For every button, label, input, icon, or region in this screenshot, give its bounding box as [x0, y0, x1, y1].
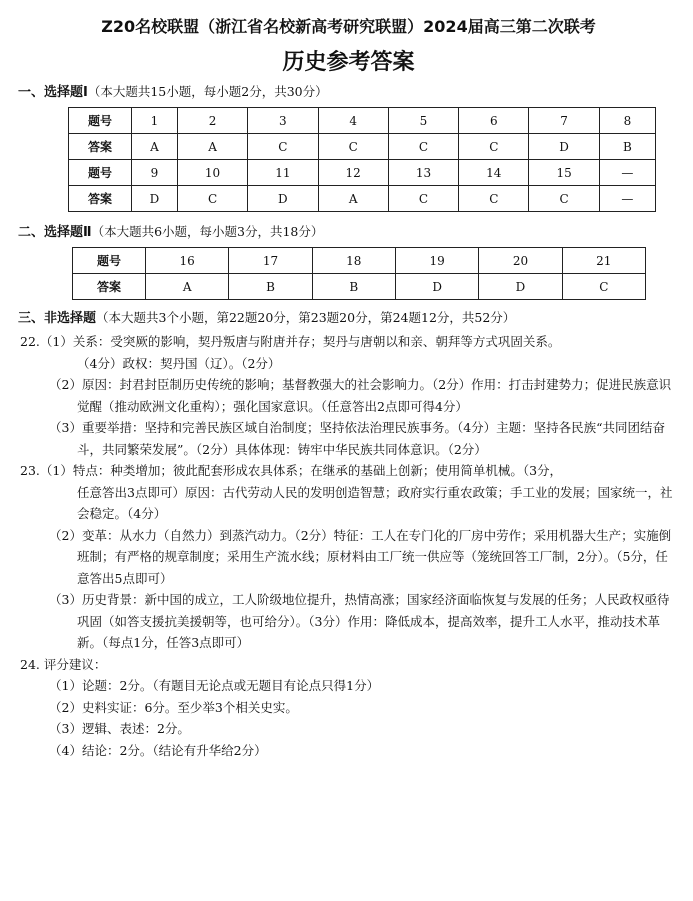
table-cell: 20 [479, 248, 562, 274]
section-3-title: 三、非选择题 [18, 311, 97, 326]
section-2-note: （本大题共6小题，每小题3分，共18分） [91, 224, 324, 239]
table-cell: 4 [318, 108, 388, 134]
table-cell: — [599, 160, 655, 186]
table-cell: 7 [529, 108, 599, 134]
section-3-heading [18, 308, 679, 329]
row-label: 答案 [69, 186, 132, 212]
table-cell: 8 [599, 108, 655, 134]
list-item: （3）逻辑、表述：2分。 [49, 721, 190, 736]
answer-paragraph: （3）重要举措：坚持和完善民族区域自治制度；坚持依法治理民族事务。（4分）主题：坚持各民族“共同团结奋斗，共同繁荣发展”。（2分）具体体现：铸牢中华民族共同体意识。（2分） [49, 420, 666, 457]
page-title: 历史参考答案 [282, 50, 415, 75]
table-row [73, 274, 646, 300]
table-cell: D [248, 186, 318, 212]
table-cell: 15 [529, 160, 599, 186]
table-cell: C [459, 186, 529, 212]
table-cell: 5 [388, 108, 458, 134]
answer-paragraph: 22.（1）关系：受突厥的影响，契丹叛唐与附唐并存；契丹与唐朝以和亲、朝拜等方式巩固关系。 [20, 334, 561, 349]
table-cell: B [229, 274, 312, 300]
table-cell: A [146, 274, 229, 300]
question-22 [18, 331, 679, 460]
answer-table-2 [72, 247, 646, 300]
section-1-heading [18, 82, 679, 103]
list-item: （1）论题：2分。（有题目无论点或无题目有论点只得1分） [49, 678, 380, 693]
table-row [69, 186, 656, 212]
answer-paragraph: （4分）政权：契丹国（辽）。（2分） [77, 355, 281, 371]
table-cell: C [388, 134, 458, 160]
table-cell: 17 [229, 248, 312, 274]
table-cell: 16 [146, 248, 229, 274]
answer-paragraph: （2）原因：封君封臣制历史传统的影响；基督教强大的社会影响力。（2分）作用：打击封建势力；促进民族意识觉醒（推动欧洲文化重构）；强化国家意识。（任意答出2点即可得4分） [49, 377, 672, 414]
table-cell: D [132, 186, 178, 212]
table-cell: 1 [132, 108, 178, 134]
table-cell: 11 [248, 160, 318, 186]
section-1-title: 一、选择题Ⅰ [18, 85, 88, 100]
table-cell: 21 [562, 248, 645, 274]
table-cell: 19 [395, 248, 478, 274]
section-1-note: （本大题共15小题，每小题2分，共30分） [87, 84, 328, 99]
row-label: 答案 [69, 134, 132, 160]
table-cell: B [312, 274, 395, 300]
table-cell: C [562, 274, 645, 300]
table-cell: 2 [177, 108, 247, 134]
table-cell: 6 [459, 108, 529, 134]
table-row [69, 134, 656, 160]
row-label: 题号 [69, 160, 132, 186]
table-cell: C [459, 134, 529, 160]
section-3-note: （本大题共3个小题，第22题20分，第23题20分，第24题12分，共52分） [96, 310, 516, 325]
section-2-title: 二、选择题Ⅱ [18, 225, 92, 240]
list-item: （2）史料实证：6分。至少举3个相关史实。 [49, 699, 298, 715]
question-24 [18, 654, 679, 762]
table-cell: A [177, 134, 247, 160]
table-cell: — [599, 186, 655, 212]
table-cell: D [395, 274, 478, 300]
table-cell: A [318, 186, 388, 212]
table-row [73, 248, 646, 274]
answer-paragraph: （3）历史背景：新中国的成立，工人阶级地位提升，热情高涨；国家经济面临恢复与发展的任务；人民政权亟待巩固（如答支援抗美援朝等，也可给分）。（3分）作用：降低成本，提高效率，提升工人水平，推动技术革新。（每点1分，任答3点即可） [49, 592, 670, 650]
answer-paragraph: （2）变革：从水力（自然力）到蒸汽动力。（2分）特征：工人在专门化的厂房中劳作；采用机器大生产；实施倒班制；有严格的规章制度；采用生产流水线；原材料由工厂统一供应等（笼统回答工厂制，2分）。（5分，任意答出5点即可） [49, 527, 672, 586]
question-23 [18, 460, 679, 654]
answer-paragraph: 任意答出3点即可）原因：古代劳动人民的发明创造智慧；政府实行重农政策；手工业的发展；国家统一，社会稳定。（4分） [77, 484, 673, 521]
table-cell: D [479, 274, 562, 300]
answer-table-1 [68, 107, 656, 212]
table-row [69, 160, 656, 186]
table-cell: 18 [312, 248, 395, 274]
table-cell: C [177, 186, 247, 212]
table-cell: 9 [132, 160, 178, 186]
table-cell: D [529, 134, 599, 160]
section-2-heading [18, 222, 679, 243]
table-cell: 3 [248, 108, 318, 134]
table-cell: C [529, 186, 599, 212]
exam-header: Z20名校联盟（浙江省名校新高考研究联盟）2024届高三第二次联考 [101, 17, 596, 36]
table-cell: B [599, 134, 655, 160]
table-cell: 10 [177, 160, 247, 186]
table-cell: C [248, 134, 318, 160]
row-label: 题号 [69, 108, 132, 134]
row-label: 答案 [73, 274, 146, 300]
table-cell: 13 [388, 160, 458, 186]
table-row [69, 108, 656, 134]
table-cell: 12 [318, 160, 388, 186]
table-cell: A [132, 134, 178, 160]
table-cell: C [318, 134, 388, 160]
question-24-title: 24. 评分建议： [20, 656, 107, 672]
list-item: （4）结论：2分。（结论有升华给2分） [49, 742, 267, 758]
answer-paragraph: 23.（1）特点：种类增加；彼此配套形成农具体系；在继承的基础上创新；使用简单机械。（3分， [20, 463, 563, 478]
table-cell: C [388, 186, 458, 212]
table-cell: 14 [459, 160, 529, 186]
row-label: 题号 [73, 248, 146, 274]
